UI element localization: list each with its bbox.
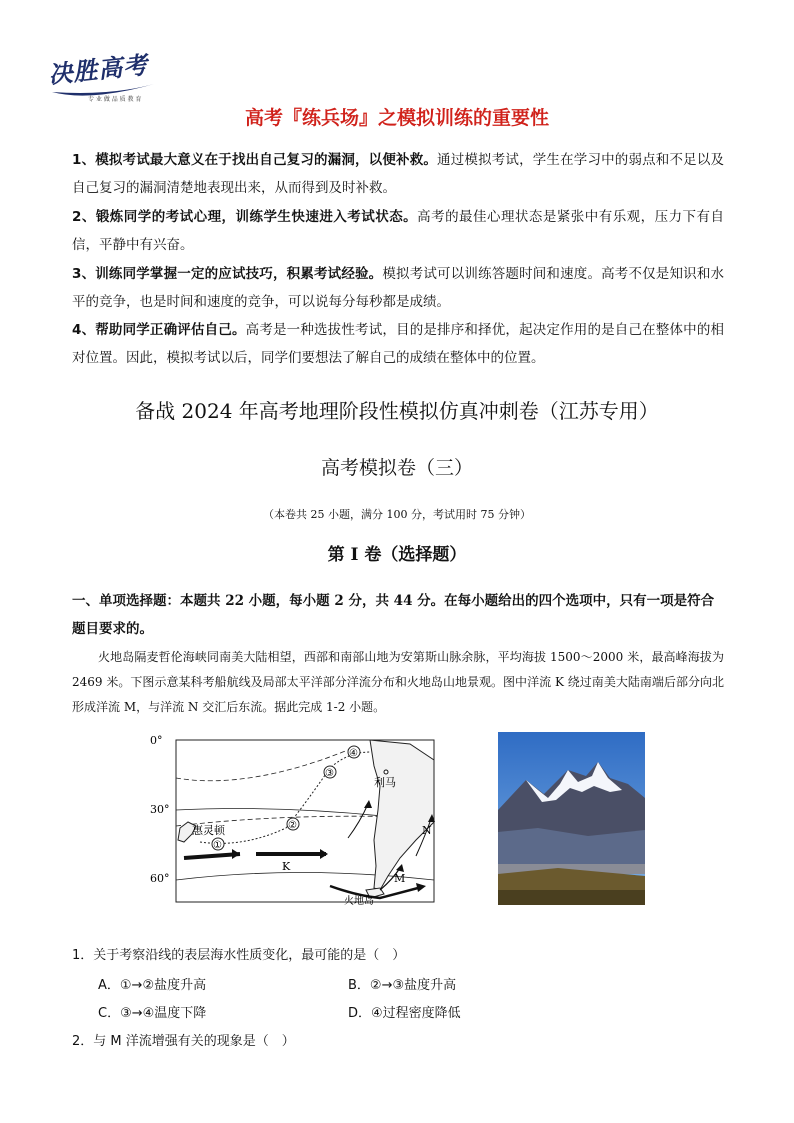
mountain-landscape-photo xyxy=(498,732,645,905)
q1-option-c: C．③→④温度下降 xyxy=(98,1006,207,1021)
intro-item-4-bold: 4、帮助同学正确评估自己。 xyxy=(72,322,246,338)
route-label-1: ① xyxy=(213,840,222,851)
section-intro: 一、单项选择题：本题共 22 小题，每小题 2 分，共 44 分。在每小题给出的四个选项中，只有一项是符合题目要求的。 xyxy=(72,593,715,637)
label-current-k: K xyxy=(282,860,291,873)
label-current-n: N xyxy=(422,824,432,837)
logo-text: 决胜高考 xyxy=(46,49,150,90)
exam-title: 备战 2024 年高考地理阶段性模拟仿真冲刺卷（江苏专用） xyxy=(135,399,659,423)
intro-item-4-text: 高考是一种选拔性考试，目的是排序和择优，起决定作用的是自己在整体中的相对位置。因此，模拟考试以后，同学们要想法了解自己的成绩在整体中的位置。 xyxy=(72,322,724,366)
label-lima: 利马 xyxy=(374,776,396,789)
part-title: 第 I 卷（选择题） xyxy=(327,545,467,565)
intro-item-1 xyxy=(72,146,724,202)
ocean-current-map xyxy=(148,730,438,906)
exam-note: （本卷共 25 小题，满分 100 分，考试用时 75 分钟） xyxy=(263,508,531,521)
lat-label-30: 30° xyxy=(150,803,170,816)
label-wellington: 惠灵顿 xyxy=(192,824,225,837)
lat-label-60: 60° xyxy=(150,872,170,885)
q1-option-a: A．①→②盐度升高 xyxy=(98,978,207,993)
headline: 高考『练兵场』之模拟训练的重要性 xyxy=(244,107,549,129)
lima-marker xyxy=(384,770,388,774)
label-fuegia: 火地岛 xyxy=(344,896,374,906)
label-current-m: M xyxy=(394,872,406,885)
lat-label-0: 0° xyxy=(150,734,163,747)
q1-option-d: D．④过程密度降低 xyxy=(348,1006,461,1021)
exam-subtitle: 高考模拟卷（三） xyxy=(320,457,473,479)
route-label-3: ③ xyxy=(325,768,334,779)
q1-option-b: B．②→③盐度升高 xyxy=(348,978,457,993)
logo-subtext: 专 业 做 品 质 教 育 xyxy=(88,96,142,103)
route-label-4: ④ xyxy=(349,748,358,759)
intro-item-4 xyxy=(72,316,724,372)
intro-item-3 xyxy=(72,260,724,316)
intro-item-2 xyxy=(72,203,724,259)
intro-item-2-bold: 2、锻炼同学的考试心理，训练学生快速进入考试状态。 xyxy=(72,209,418,225)
passage: 火地岛隔麦哲伦海峡同南美大陆相望，西部和南部山地为安第斯山脉余脉，平均海拔 1500～2000 米，最高峰海拔为 2469 米。下图示意某科考船航线及局部太平洋部分洋流分布和火地岛山地景观。图中洋流 K 绕过南美大陆南端后部分向北形成洋流 M，与洋流 N 交汇后东流。据此完成 1-2 小题。 xyxy=(72,650,724,714)
question-1-stem: 1．关于考察沿线的表层海水性质变化，最可能的是（ ） xyxy=(72,948,406,963)
intro-item-2-text: 高考的最佳心理状态是紧张中有乐观，压力下有自信，平静中有兴奋。 xyxy=(72,209,724,253)
intro-item-1-text: 通过模拟考试，学生在学习中的弱点和不足以及自己复习的漏洞清楚地表现出来，从而得到及时补救。 xyxy=(72,152,724,196)
question-2-stem: 2．与 M 洋流增强有关的现象是（ ） xyxy=(72,1034,295,1049)
intro-item-1-bold: 1、模拟考试最大意义在于找出自己复习的漏洞，以便补救。 xyxy=(72,152,438,168)
route-label-2: ② xyxy=(288,820,297,831)
intro-item-3-text: 模拟考试可以训练答题时间和速度。高考不仅是知识和水平的竞争，也是时间和速度的竞争，可以说每分每秒都是成绩。 xyxy=(72,266,724,310)
intro-item-3-bold: 3、训练同学掌握一定的应试技巧，积累考试经验。 xyxy=(72,266,383,282)
